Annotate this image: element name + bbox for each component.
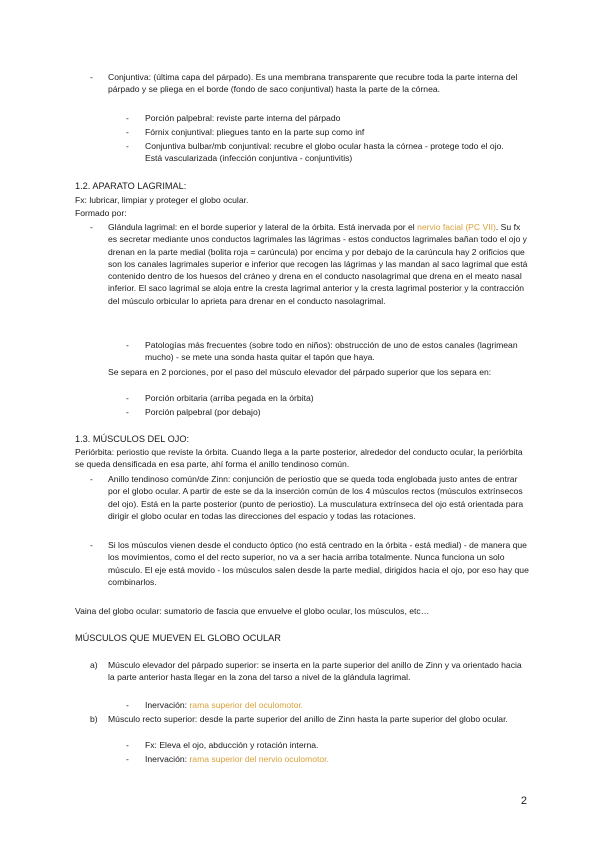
conjuntiva-item [90,71,533,96]
list-item-text: Porción palpebral: reviste parte interna del párpado [145,113,341,123]
bullet-dash: - [126,406,129,417]
bullet-dash: - [126,126,129,137]
glandula-text-a: Glándula lagrimal: en el borde superior y lateral de la órbita. Está inervada por el [108,222,418,232]
list-item [128,112,528,124]
bullet-dash: - [126,700,129,710]
item-a-inervacion [128,699,518,711]
glandula-text-b: . Su fx es secretar mediante unos conductos lagrimales las lágrimas - estos conductos lagrimales bañan todo el ojo y drenan en la parte medial (bolita roja = carúncula) por encima y por debajo de la carúncula hay 2 orificios que son los canales lagrimales superior e inferior que recogen las lágrimas y las mandan al saco lagrimal que está contenido dentro de los huesos del cráneo y drena en el conducto nasolagrimal que drena en el meato nasal inferior. El saco lagrimal se aloja entre la cresta lagrimal anterior y la cresta lagrimal posterior y la contracción del músculo orbicular lo aprieta para drenar en el conducto nasolagrimal. [108,222,528,306]
vaina-text: Vaina del globo ocular: sumatorio de fascia que envuelve el globo ocular, los músculos, etc… [75,606,430,616]
bullet-dash: - [126,753,129,764]
item-b-fx: Fx: Eleva el ojo, abducción y rotación interna. [145,740,319,750]
item-b [90,713,530,725]
nervio-facial-highlight: nervio facial (PC VII) [417,222,496,232]
conjuntiva-sublist [128,112,528,164]
bullet-dash: - [126,340,129,350]
periorbita-text: Periórbita: periostio que reviste la órbita. Cuando llega a la parte posterior, alrededor del conducto ocular, la periórbita se queda densificada en esa parte, ahí forma el anillo tendinoso común. [75,447,523,470]
list-item-text: Conjuntiva bulbar/mb conjuntival: recubre el globo ocular hasta la córnea - protege todo el ojo. Está vascularizada (infección conjuntiva - conjuntivitis) [145,140,504,163]
bullet-dash: - [126,140,129,151]
bullet-dash: - [126,113,129,123]
list-item [128,739,518,751]
list-item [128,392,518,404]
list-item [128,126,528,138]
list-marker-b: b) [90,714,98,724]
glandula-lagrimal-item [90,221,530,307]
item-b-sublist [128,739,518,765]
bullet-dash: - [126,393,129,403]
list-marker-a: a) [90,660,98,670]
patologias-item [128,339,518,364]
section-heading-aparato-lagrimal: 1.2. APARATO LAGRIMAL: [75,181,187,191]
list-item-text: Porción palpebral (por debajo) [145,406,261,417]
anillo-item [90,473,530,522]
porciones-list [128,392,518,418]
inervacion-value-highlight: rama superior del oculomotor. [189,700,304,710]
patologias-text: Patologías más frecuentes (sobre todo en niños): obstrucción de uno de estos canales (lagrimean mucho) - se mete una sonda hasta quitar el tapón que haya. [145,340,518,363]
list-item [128,140,528,165]
bullet-dash: - [90,222,93,232]
section-heading-musculos-ojo: 1.3. MÚSCULOS DEL OJO: [75,434,190,444]
bullet-dash: - [90,72,93,82]
si-los-text: Si los músculos vienen desde el conducto óptico (no está centrado en la órbita - está medial) - de manera que los movimientos, como el del recto superior, no va a ser hacia arriba totalmente. Nunca funciona un solo músculo. El eje está movido - los músculos salen desde la parte medial, dirigidos hacia el ojo, por eso hay que combinarlos. [108,540,529,587]
separa-text: Se separa en 2 porciones, por el paso del músculo elevador del párpado superior que los separa en: [108,367,492,377]
aparato-fx: Fx: lubricar, limpiar y proteger el globo ocular. [75,195,249,205]
item-b-text: Músculo recto superior: desde la parte superior del anillo de Zinn hasta la parte superior del globo ocular. [108,714,508,724]
inervacion-value-highlight: rama superior del nervio oculomotor. [189,753,329,764]
inervacion-label: Inervación: [145,753,190,764]
list-item-text: Fórnix conjuntival: pliegues tanto en la parte sup como inf [145,126,365,137]
conjuntiva-text: Conjuntiva: (última capa del párpado). Es una membrana transparente que recubre toda la parte interna del párpado y se pliega en el borde (fondo de saco conjuntival) hasta la parte de la córnea. [108,72,518,95]
list-item-text: Porción orbitaria (arriba pegada en la órbita) [145,393,314,403]
list-item [128,753,518,765]
si-los-item [90,539,530,588]
inervacion-label: Inervación: [145,700,190,710]
bullet-dash: - [90,474,93,484]
list-item [128,406,518,418]
bullet-dash: - [126,740,129,750]
glandula-text [108,221,530,307]
formado-por: Formado por: [75,208,127,218]
item-a-text: Músculo elevador del párpado superior: se inserta en la parte superior del anillo de Zinn y va orientado hacia la parte anterior hasta llegar en la zona del tarso a nivel de la glándula lagrimal. [108,660,522,683]
section-heading-musculos-mueven: MÚSCULOS QUE MUEVEN EL GLOBO OCULAR [75,633,281,643]
item-a [90,659,530,684]
bullet-dash: - [90,540,93,550]
anillo-text: Anillo tendinoso común/de Zinn: conjunción de periostio que se queda toda englobada justo antes de entrar por el globo ocular. A partir de este se da la inserción común de los 4 músculos rectos (músculos extrínsecos del ojo). Está en la parte posterior (punto de periostio). La musculatura extrínseca del ojo está orientada para dirigir el globo ocular en todas las direcciones del espacio y todas las rotaciones. [108,474,524,521]
page-number: 2 [520,795,527,807]
